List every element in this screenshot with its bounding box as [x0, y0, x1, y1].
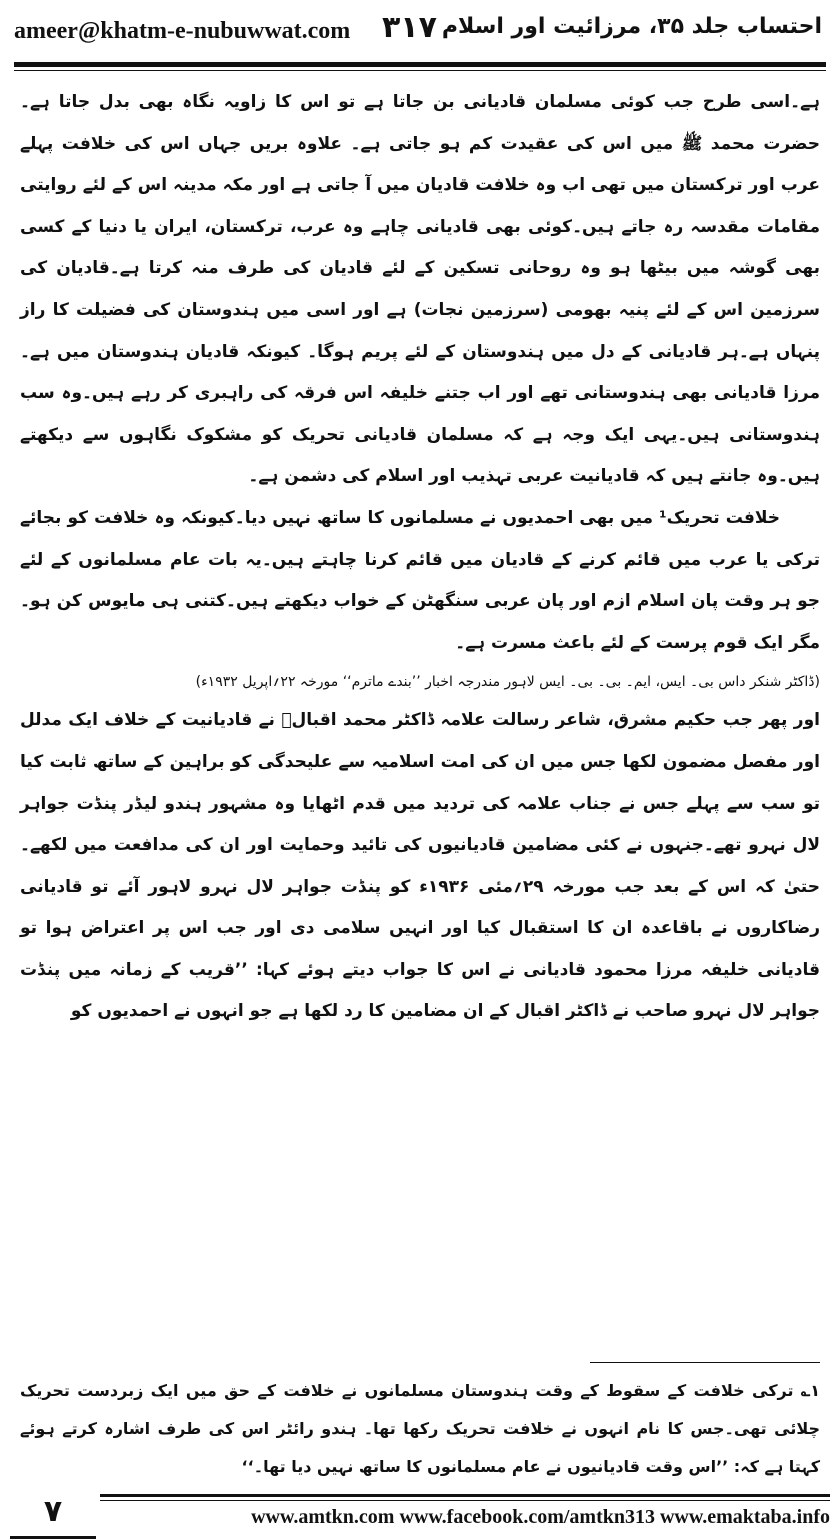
header-rule-thin: [14, 70, 826, 71]
paragraph-1: ہے۔اسی طرح جب کوئی مسلمان قادیانی بن جاتا ہے تو اس کا زاویہ نگاہ بھی بدل جاتا ہے۔حضرت محمد ﷺ میں اس کی عقیدت کم ہو جاتی ہے۔ علاوہ بریں جہاں اس کی خلافت پہلے عرب اور ترکستان میں تھی اب وہ خلافت قادیان میں آ جاتی ہے اور مکہ مدینہ اس کے لئے روایتی مقامات مقدسہ رہ جاتے ہیں۔کوئی بھی قادیانی چاہے وہ عرب، ترکستان، ایران یا دنیا کے کسی بھی گوشہ میں بیٹھا ہو وہ روحانی تسکین کے لئے قادیان کی طرف منہ کرتا ہے۔قادیان کی سرزمین اس کے لئے پنیہ بھومی (سرزمین نجات) ہے اور اسی میں ہندوستان کی فضیلت کا راز پنہاں ہے۔ہر قادیانی کے دل میں ہندوستان کے لئے پریم ہوگا۔ کیونکہ قادیان ہندوستان میں ہے۔مرزا قادیانی بھی ہندوستانی تھے اور اب جتنے خلیفہ اس فرقہ کی راہبری کر رہے ہیں۔وہ سب ہندوستانی ہیں۔یہی ایک وجہ ہے کہ مسلمان قادیانی تحریک کو مشکوک نگاہوں سے دیکھتے ہیں۔وہ جانتے ہیں کہ قادیانیت عربی تہذیب اور اسلام کی دشمن ہے۔: [20, 92, 820, 487]
main-text: [20, 82, 820, 1033]
footer-rule-thick: [100, 1494, 830, 1497]
footer-links: www.amtkn.com www.facebook.com/amtkn313 www.emaktaba.info: [251, 1506, 830, 1528]
header-book-title: احتساب جلد ۳۵، مرزائیت اور اسلام: [441, 14, 822, 39]
page-footer: [0, 1484, 840, 1540]
footnote: ۱؎ ترکی خلافت کے سقوط کے وقت ہندوستان مسلمانوں نے خلافت کے حق میں ایک زبردست تحریک چلائی تھی۔جس کا نام انہوں نے خلافت تحریک رکھا تھا۔ ہندو رائٹر اس کی طرف اشارہ کرتے ہوئے کہتا ہے کہ: ’’اس وقت قادیانیوں نے عام مسلمانوں کا ساتھ نہیں دیا تھا۔‘‘: [20, 1381, 820, 1476]
page-header: [0, 0, 840, 66]
paragraph-3: اور پھر جب حکیم مشرق، شاعر رسالت علامہ ڈاکٹر محمد اقبالؒ نے قادیانیت کے خلاف ایک مدلل اور مفصل مضمون لکھا جس میں ان کی امت اسلامیہ سے علیحدگی کو براہین کے ساتھ ثابت کیا تو سب سے پہلے جس نے جناب علامہ کی تردید میں قدم اٹھایا وہ مشہور ہندو لیڈر پنڈت جواہر لال نہرو تھے۔جنہوں نے کئی مضامین قادیانیوں کی تائید وحمایت اور ان کی مدافعت میں لکھے۔حتیٰ کہ اس کے بعد جب مورخہ ۲۹؍مئی ۱۹۳۶ء کو پنڈت جواہر لال نہرو لاہور آئے تو قادیانی رضاکاروں نے باقاعدہ ان کا استقبال کیا اور انہیں سلامی دی اور جب اس پر اعتراض ہوا تو قادیانی خلیفہ مرزا محمود قادیانی نے اس کا جواب دیتے ہوئے کہا: ’’قریب کے زمانہ میں پنڈت جواہر لال نہرو صاحب نے ڈاکٹر اقبال کے ان مضامین کا رد لکھا ہے جو انہوں نے احمدیوں کو: [20, 710, 821, 1022]
footer-page-number: ۷: [10, 1490, 96, 1539]
header-email: ameer@khatm-e-nubuwwat.com: [14, 18, 351, 44]
citation: (ڈاکٹر شنکر داس بی۔ ایس، ایم۔ بی۔ بی۔ ایس لاہور مندرجہ اخبار ’’بندے ماترم‘‘ مورخہ ۲۲؍اپریل ۱۹۳۲ء): [195, 674, 820, 691]
header-rule-thick: [14, 62, 826, 67]
paragraph-2: خلافت تحریک¹ میں بھی احمدیوں نے مسلمانوں کا ساتھ نہیں دیا۔کیونکہ وہ خلافت کو بجائے ترکی یا عرب میں قائم کرنے کے قادیان میں قائم کرنا چاہتے ہیں۔یہ بات عام مسلمانوں کے لئے جو ہر وقت پان اسلام ازم اور پان عربی سنگھٹن کے خواب دیکھتے ہیں۔کتنی ہی مایوس کن ہو۔مگر ایک قوم پرست کے لئے باعث مسرت ہے۔: [20, 507, 820, 653]
header-page-number: ۳۱۷: [382, 10, 437, 45]
footer-rule-thin: [100, 1500, 830, 1501]
footnote-separator: [590, 1362, 820, 1363]
